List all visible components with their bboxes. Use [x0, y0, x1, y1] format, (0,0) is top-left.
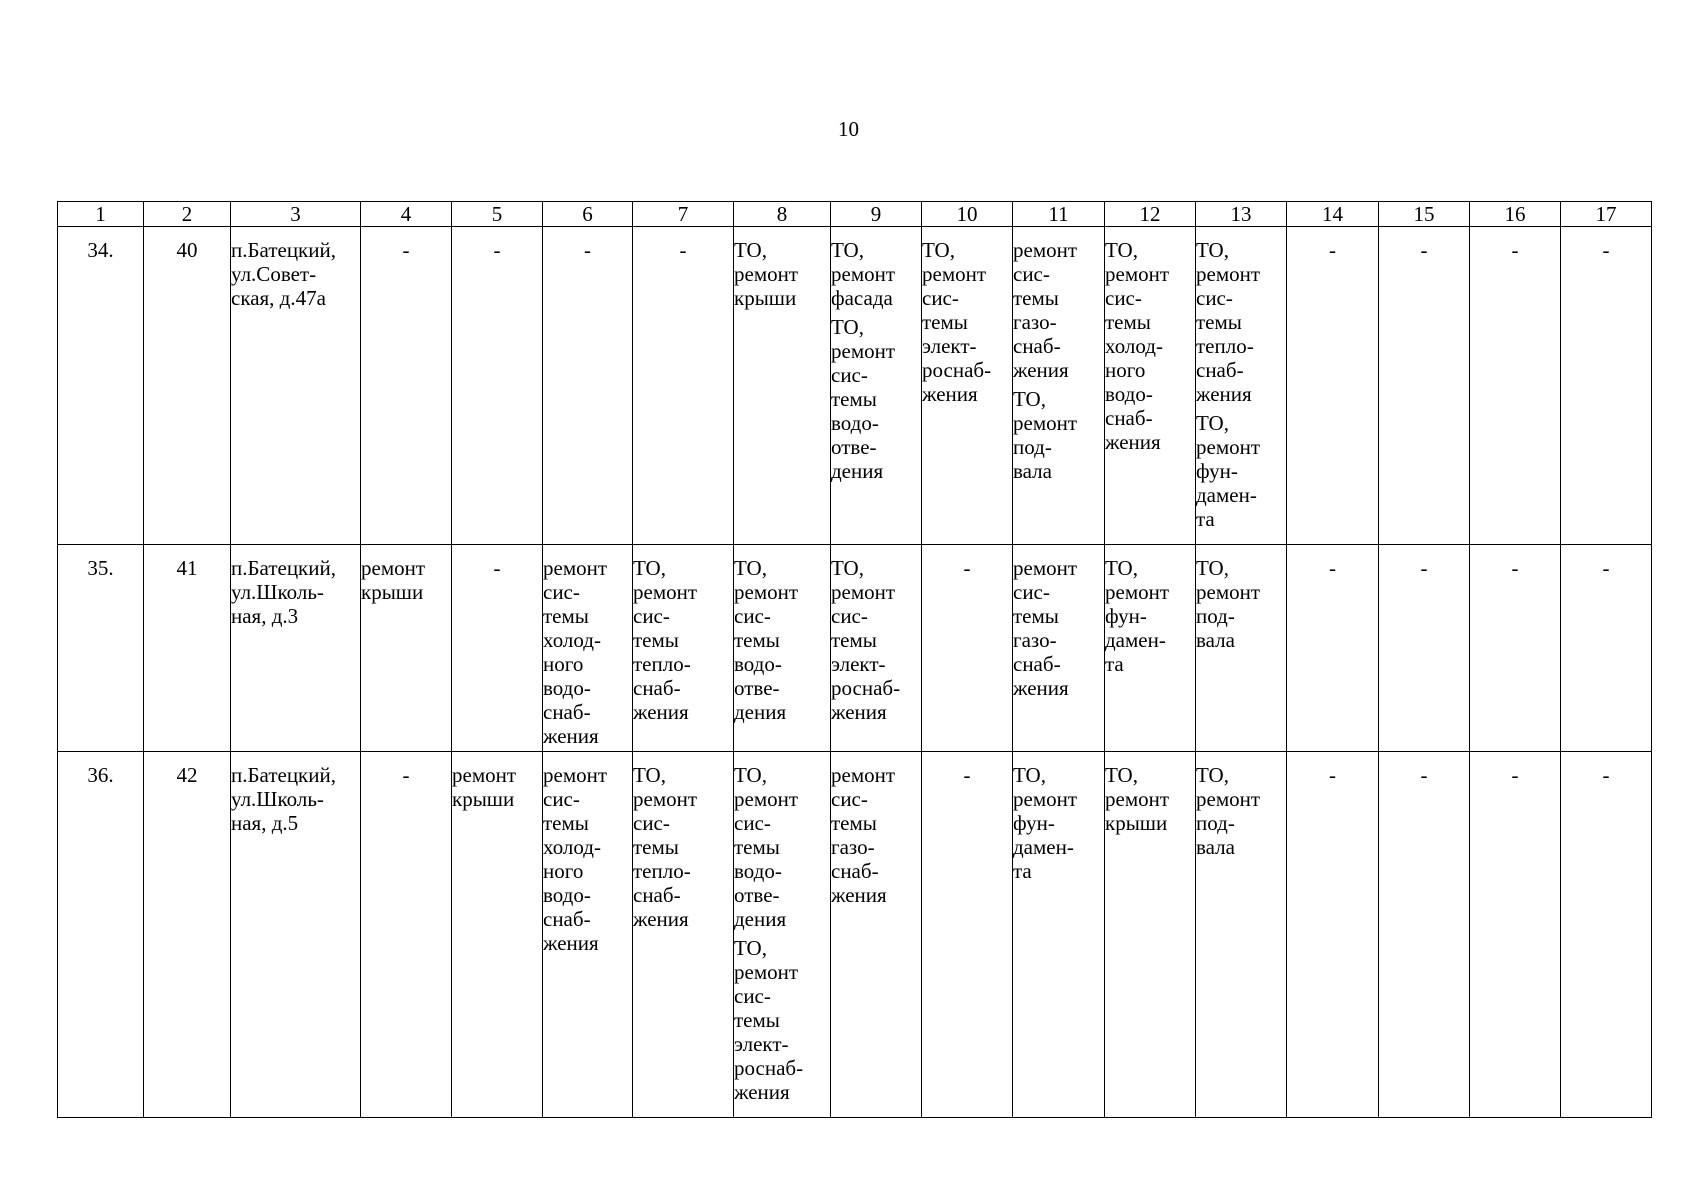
table-cell — [1470, 227, 1561, 545]
cell-paragraph: 34. — [87, 238, 114, 262]
table-cell — [1561, 752, 1652, 1118]
cell-paragraph: ремонт сис- темы газо- снаб- жения — [831, 763, 896, 907]
table-cell — [831, 545, 922, 752]
cell-paragraph: - — [1329, 238, 1336, 262]
cell-paragraph: - — [1420, 556, 1428, 580]
cell-paragraph: ТО, ремонт крыши — [734, 238, 799, 310]
column-header: 5 — [452, 202, 543, 227]
cell-paragraph: - — [1420, 763, 1428, 787]
table-cell — [452, 545, 543, 752]
cell-paragraph: - — [402, 238, 410, 262]
cell-paragraph: ТО, ремонт сис- темы элект- роснаб- жения — [831, 556, 901, 724]
table-cell — [831, 227, 922, 545]
table-cell — [1561, 227, 1652, 545]
cell-paragraph: 35. — [87, 556, 114, 580]
table-cell — [452, 227, 543, 545]
table-cell — [633, 752, 734, 1118]
cell-paragraph: ТО, ремонт сис- темы тепло- снаб- жения — [633, 763, 698, 931]
cell-paragraph: ТО, ремонт фун- дамен- та — [1105, 556, 1170, 676]
table-cell — [1561, 545, 1652, 752]
column-header: 2 — [144, 202, 231, 227]
cell-paragraph: п.Батецкий, ул.Школь- ная, д.5 — [231, 763, 336, 835]
table-cell — [543, 545, 633, 752]
cell-paragraph: ТО, ремонт фун- дамен- та — [1196, 411, 1261, 531]
table-cell — [1379, 752, 1470, 1118]
table-row — [58, 227, 1652, 545]
cell-paragraph: - — [493, 556, 501, 580]
column-header: 11 — [1013, 202, 1105, 227]
table-cell — [831, 752, 922, 1118]
table-cell — [922, 752, 1013, 1118]
column-header: 6 — [543, 202, 633, 227]
cell-paragraph: - — [493, 238, 501, 262]
column-header: 15 — [1379, 202, 1470, 227]
cell-paragraph: 42 — [176, 763, 198, 787]
table-cell — [1196, 545, 1287, 752]
table-cell — [58, 545, 144, 752]
table-cell — [231, 545, 361, 752]
cell-paragraph: - — [1602, 763, 1610, 787]
table-cell — [1105, 752, 1196, 1118]
table-cell — [1379, 227, 1470, 545]
column-header: 12 — [1105, 202, 1196, 227]
table-cell — [1105, 545, 1196, 752]
cell-paragraph: ТО, ремонт сис- темы элект- роснаб- жения — [734, 936, 804, 1104]
table-cell — [922, 227, 1013, 545]
table-cell — [734, 227, 831, 545]
cell-paragraph: ТО, ремонт сис- темы водо- отве- дения — [831, 315, 896, 483]
cell-paragraph: ремонт сис- темы газо- снаб- жения — [1013, 238, 1078, 382]
table-cell — [922, 545, 1013, 752]
cell-paragraph: ТО, ремонт крыши — [1105, 763, 1170, 835]
table-cell — [1013, 545, 1105, 752]
column-header: 8 — [734, 202, 831, 227]
table-cell — [58, 752, 144, 1118]
table-row — [58, 545, 1652, 752]
cell-paragraph: - — [584, 238, 591, 262]
table-cell — [543, 227, 633, 545]
table-cell — [361, 227, 452, 545]
table-cell — [633, 545, 734, 752]
cell-paragraph: ТО, ремонт под- вала — [1196, 763, 1261, 859]
table-cell — [1470, 545, 1561, 752]
column-header: 3 — [231, 202, 361, 227]
cell-paragraph: ТО, ремонт под- вала — [1013, 387, 1078, 483]
repair-schedule-table — [57, 201, 1652, 1118]
table-cell — [734, 752, 831, 1118]
cell-paragraph: - — [1329, 763, 1336, 787]
cell-paragraph: - — [1420, 238, 1428, 262]
table-cell — [1287, 545, 1379, 752]
table-cell — [361, 545, 452, 752]
cell-paragraph: - — [1511, 238, 1519, 262]
table-cell — [231, 227, 361, 545]
table-cell — [1470, 752, 1561, 1118]
column-header: 17 — [1561, 202, 1652, 227]
cell-paragraph: ремонт крыши — [361, 556, 426, 604]
cell-paragraph: 40 — [176, 238, 198, 262]
cell-paragraph: - — [963, 763, 971, 787]
cell-paragraph: 36. — [87, 763, 114, 787]
table-cell — [1379, 545, 1470, 752]
cell-paragraph: п.Батецкий, ул.Совет- ская, д.47а — [231, 238, 336, 310]
table-cell — [144, 545, 231, 752]
column-header: 4 — [361, 202, 452, 227]
cell-paragraph: ремонт сис- темы холод- ного водо- снаб- жения — [543, 763, 608, 955]
cell-paragraph: ТО, ремонт сис- темы тепло- снаб- жения — [633, 556, 698, 724]
table-cell — [633, 227, 734, 545]
cell-paragraph: - — [1329, 556, 1336, 580]
cell-paragraph: - — [402, 763, 410, 787]
table-cell — [1196, 227, 1287, 545]
table-cell — [452, 752, 543, 1118]
table-row — [58, 752, 1652, 1118]
column-header: 7 — [633, 202, 734, 227]
table-cell — [144, 752, 231, 1118]
table-cell — [231, 752, 361, 1118]
cell-paragraph: ремонт сис- темы холод- ного водо- снаб- жения — [543, 556, 608, 748]
cell-paragraph: ремонт крыши — [452, 763, 517, 811]
cell-paragraph: ремонт сис- темы газо- снаб- жения — [1013, 556, 1078, 700]
table-cell — [543, 752, 633, 1118]
table-cell — [1196, 752, 1287, 1118]
cell-paragraph: ТО, ремонт сис- темы тепло- снаб- жения — [1196, 238, 1261, 406]
page-number: 10 — [838, 117, 859, 141]
table-cell — [1105, 227, 1196, 545]
cell-paragraph: п.Батецкий, ул.Школь- ная, д.3 — [231, 556, 336, 628]
table-cell — [1013, 227, 1105, 545]
cell-paragraph: - — [1511, 763, 1519, 787]
cell-paragraph: ТО, ремонт под- вала — [1196, 556, 1261, 652]
column-header: 16 — [1470, 202, 1561, 227]
table-cell — [144, 227, 231, 545]
cell-paragraph: - — [1602, 556, 1610, 580]
table-cell — [1287, 227, 1379, 545]
column-header: 10 — [922, 202, 1013, 227]
cell-paragraph: ТО, ремонт сис- темы холод- ного водо- снаб- жения — [1105, 238, 1170, 454]
table-cell — [734, 545, 831, 752]
column-header: 13 — [1196, 202, 1287, 227]
cell-paragraph: ТО, ремонт сис- темы водо- отве- дения — [734, 763, 799, 931]
cell-paragraph: 41 — [176, 556, 198, 580]
table-cell — [361, 752, 452, 1118]
column-number-row — [58, 202, 1652, 227]
table-cell — [58, 227, 144, 545]
cell-paragraph: ТО, ремонт сис- темы элект- роснаб- жения — [922, 238, 992, 406]
cell-paragraph: ТО, ремонт сис- темы водо- отве- дения — [734, 556, 799, 724]
column-header: 1 — [58, 202, 144, 227]
table-cell — [1287, 752, 1379, 1118]
cell-paragraph: ТО, ремонт фасада — [831, 238, 896, 310]
table-body — [58, 227, 1652, 1118]
column-header: 9 — [831, 202, 922, 227]
column-header: 14 — [1287, 202, 1379, 227]
cell-paragraph: - — [963, 556, 971, 580]
table-cell — [1013, 752, 1105, 1118]
cell-paragraph: - — [1602, 238, 1610, 262]
cell-paragraph: ТО, ремонт фун- дамен- та — [1013, 763, 1078, 883]
cell-paragraph: - — [1511, 556, 1519, 580]
cell-paragraph: - — [679, 238, 687, 262]
